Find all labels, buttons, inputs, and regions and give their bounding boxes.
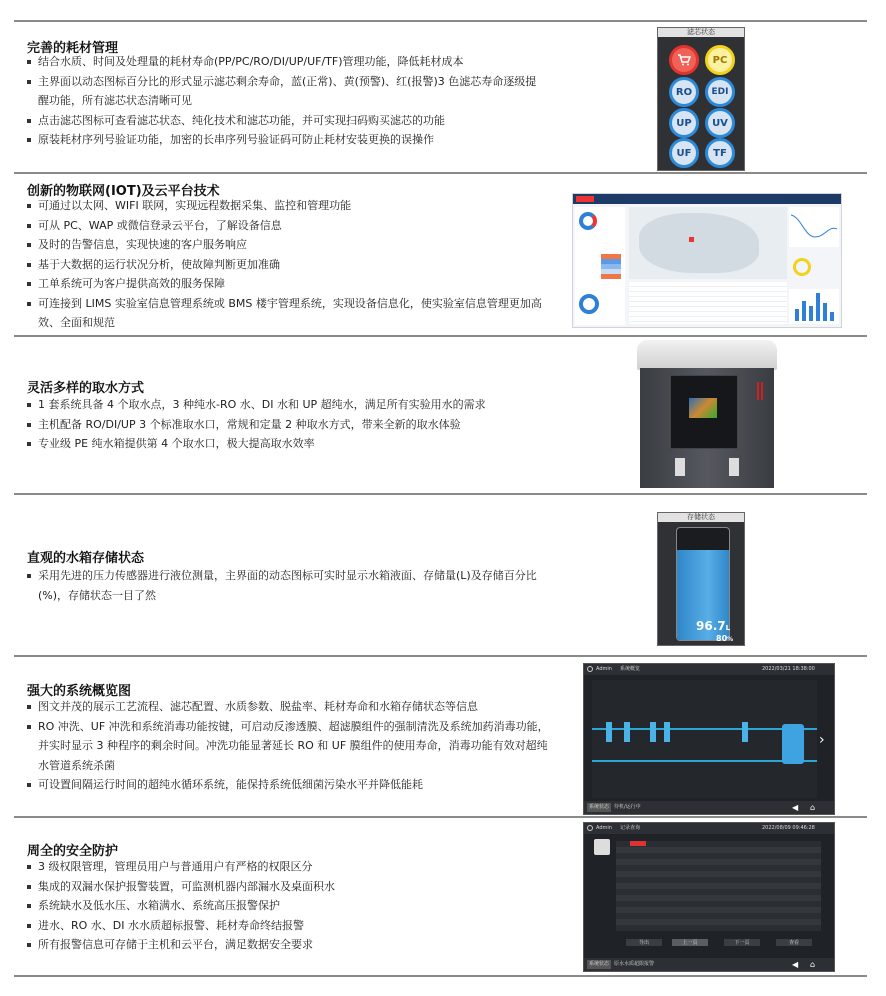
list-item: 可设置间隔运行时间的超纯水循环系统，能保持系统低细菌污染水平并降低能耗: [27, 775, 557, 795]
bar-chart-bar: [809, 306, 813, 321]
user-icon: [587, 825, 593, 831]
record-datetime: 2022/08/09 09:46:28: [762, 825, 815, 831]
speaker-icon[interactable]: ◀: [792, 960, 799, 969]
list-item: RO 冲洗、UF 冲洗和系统消毒功能按键，可启动反渗透膜、超滤膜组件的强制清洗及系统加药消毒功能，并实时显示 3 种程序的剩余时间。冲洗功能显著延长 RO 和 UF 膜组件的使用寿命，消毒功能有效对超纯水管道系统杀菌: [27, 717, 557, 776]
water-system-device-image: [637, 340, 777, 488]
tank-percent-unit: %: [727, 636, 734, 643]
brand-logo-icon: [757, 382, 763, 400]
bullet-list-consumables: [27, 52, 547, 150]
section-title-tank-storage: 直观的水箱存储状态: [27, 551, 145, 566]
device-top-cover: [637, 340, 777, 370]
speaker-icon[interactable]: ◀: [792, 803, 799, 812]
alarm-record-screenshot: [583, 822, 835, 972]
list-item: 采用先进的压力传感器进行液位测量，主界面的动态图标可实时显示水箱液面、存储量(L)及存储百分比(%)，存储状态一目了然: [27, 566, 552, 605]
list-item: 主机配备 RO/DI/UP 3 个标准取水口，常规和定量 2 种取水方式，带来全新的取水体验: [27, 415, 567, 435]
cart-icon: [677, 54, 691, 66]
cloud-platform-screenshot: [572, 193, 842, 328]
top-divider: [14, 20, 867, 22]
dispense-outlet: [729, 458, 739, 476]
bar-chart-bar: [802, 301, 806, 321]
list-item: 可通过以太网、WIFI 联网，实现远程数据采集、监控和管理功能: [27, 196, 552, 216]
user-icon: [587, 666, 593, 672]
list-item: 点击滤芯图标可查看滤芯状态、纯化技术和滤芯功能，并可实现扫码购买滤芯的功能: [27, 111, 547, 131]
line-chart-icon: [789, 207, 839, 247]
section-divider: [14, 493, 867, 495]
overview-footer: [584, 801, 834, 814]
filter-cartridge: [624, 722, 630, 742]
bullet-list-safety: [27, 857, 547, 955]
section-divider: [14, 172, 867, 174]
filter-icon-edi[interactable]: EDI: [705, 77, 735, 107]
filter-icon-pp[interactable]: [669, 45, 699, 75]
alarm-table: [616, 841, 821, 931]
bullet-list-iot: [27, 196, 552, 333]
filter-icon-tf[interactable]: TF: [705, 138, 735, 168]
tank-volume-readout: [696, 619, 730, 633]
filter-icon-pc[interactable]: PC: [705, 45, 735, 75]
section-title-overview: 强大的系统概览图: [27, 684, 132, 699]
list-item: 3 级权限管理，管理员用户与普通用户有严格的权限区分: [27, 857, 547, 877]
export-button[interactable]: 导出: [626, 939, 662, 946]
status-text: 待机/运行中: [614, 804, 641, 810]
list-item: 图文并茂的展示工艺流程、滤芯配置、水质参数、脱盐率、耗材寿命和水箱存储状态等信息: [27, 697, 557, 717]
list-item: 可连接到 LIMS 实验室信息管理系统或 BMS 楼宇管理系统，实现设备信息化，使实验室信息管理更加高效、全面和规范: [27, 294, 552, 333]
record-user: Admin: [596, 825, 612, 831]
home-icon[interactable]: ⌂: [810, 803, 816, 812]
donut-chart-icon: [579, 294, 599, 314]
process-flow-diagram: [592, 680, 817, 798]
filter-cartridge: [650, 722, 656, 742]
device-table: [629, 282, 787, 324]
bar-chart-bar: [823, 303, 827, 321]
list-item: 基于大数据的运行状况分析，使故障判断更加准确: [27, 255, 552, 275]
bottom-divider: [14, 975, 867, 977]
record-title: 记录查询: [620, 825, 641, 831]
system-overview-screenshot: [583, 663, 835, 815]
list-item: 1 套系统具备 4 个取水点，3 种纯水-RO 水、DI 水和 UP 超纯水，满足所有实验用水的需求: [27, 395, 567, 415]
section-title-iot: 创新的物联网(IOT)及云平台技术: [27, 184, 220, 199]
section-divider: [14, 335, 867, 337]
home-icon[interactable]: ⌂: [810, 960, 816, 969]
filter-icon-uv[interactable]: UV: [705, 108, 735, 138]
list-item: 主界面以动态图标百分比的形式显示滤芯剩余寿命，蓝(正常)、黄(预警)、红(报警)3 色滤芯寿命逐级提醒功能，所有滤芯状态清晰可见: [27, 72, 547, 111]
status-button[interactable]: 系统状态: [589, 804, 610, 810]
dispense-outlet: [675, 458, 685, 476]
next-page-button[interactable]: 下一页: [724, 939, 760, 946]
bar-chart-bar: [816, 293, 820, 321]
pager-bar: [616, 939, 821, 947]
gauge-icon: [793, 258, 811, 276]
overview-user: Admin: [596, 666, 612, 672]
section-title-consumables: 完善的耗材管理: [27, 41, 119, 56]
alarm-tab-active[interactable]: [630, 841, 646, 846]
map-landmass: [639, 213, 759, 273]
list-item: 集成的双漏水保护报警装置，可监测机器内部漏水及桌面积水: [27, 877, 547, 897]
next-page-icon[interactable]: ›: [819, 732, 825, 748]
filter-cartridge: [742, 722, 748, 742]
bullet-list-water-dispense: [27, 395, 567, 454]
list-item: 及时的告警信息，实现快速的客户服务响应: [27, 235, 552, 255]
china-map: [629, 207, 787, 279]
tank-status-panel: [657, 512, 745, 646]
filter-icon-ro[interactable]: RO: [669, 77, 699, 107]
status-button[interactable]: 系统状态: [589, 961, 610, 967]
alarm-text: 原水水质超限报警: [614, 961, 655, 967]
donut-chart-icon: [579, 212, 597, 230]
tank-panel-header: 存储状态: [658, 513, 744, 522]
overview-topbar: [584, 664, 834, 675]
bullet-list-tank-storage: [27, 566, 552, 605]
section-divider: [14, 816, 867, 818]
tank-percent-value: 80: [716, 634, 728, 643]
section-title-water-dispense: 灵活多样的取水方式: [27, 381, 145, 396]
tank-percent-readout: [716, 634, 733, 643]
filter-cartridge: [664, 722, 670, 742]
list-item: 工单系统可为客户提供高效的服务保障: [27, 274, 552, 294]
water-tank-icon: [782, 724, 804, 764]
bar-chart-panel: [789, 289, 839, 324]
cloud-header-bar: [573, 194, 841, 204]
filter-icon-up[interactable]: UP: [669, 108, 699, 138]
list-item: 所有报警信息可存储于主机和云平台，满足数据安全要求: [27, 935, 547, 955]
section-divider: [14, 655, 867, 657]
list-item: 可从 PC、WAP 或微信登录云平台，了解设备信息: [27, 216, 552, 236]
list-item: 进水、RO 水、DI 水水质超标报警、耗材寿命终结报警: [27, 916, 547, 936]
list-item: 系统缺水及低水压、水箱满水、系统高压报警保护: [27, 896, 547, 916]
overview-title: 系统概览: [620, 666, 641, 672]
touch-screen: [689, 398, 717, 418]
bullet-list-overview: [27, 697, 557, 795]
list-item: 原装耗材序列号验证功能，加密的长串序列号验证码可防止耗材安装更换的误操作: [27, 130, 547, 150]
bar-stack-icon: [601, 254, 621, 279]
list-item: 专业级 PE 纯水箱提供第 4 个取水口，极大提高取水效率: [27, 434, 567, 454]
cloud-logo-icon: [576, 196, 594, 202]
record-topbar: [584, 823, 834, 834]
record-footer: [584, 958, 834, 971]
map-marker-icon: [689, 237, 694, 242]
tank-volume-value: 96.7: [696, 619, 726, 633]
bar-chart-bar: [830, 312, 834, 321]
line-chart-panel: [789, 207, 839, 247]
bar-chart-bar: [795, 309, 799, 321]
filter-cartridge: [606, 722, 612, 742]
section-title-safety: 周全的安全防护: [27, 844, 119, 859]
search-icon[interactable]: [594, 839, 610, 855]
list-item: 结合水质、时间及处理量的耗材寿命(PP/PC/RO/DI/UP/UF/TF)管理功能，降低耗材成本: [27, 52, 547, 72]
filter-status-panel: [657, 27, 745, 171]
filter-panel-header: 滤芯状态: [658, 28, 744, 37]
view-button[interactable]: 查看: [776, 939, 812, 946]
filter-icon-uf[interactable]: UF: [669, 138, 699, 168]
overview-datetime: 2022/03/21 18:38:00: [762, 666, 815, 672]
prev-page-button[interactable]: 上一页: [672, 939, 708, 946]
tank-volume-unit: L: [725, 624, 731, 632]
